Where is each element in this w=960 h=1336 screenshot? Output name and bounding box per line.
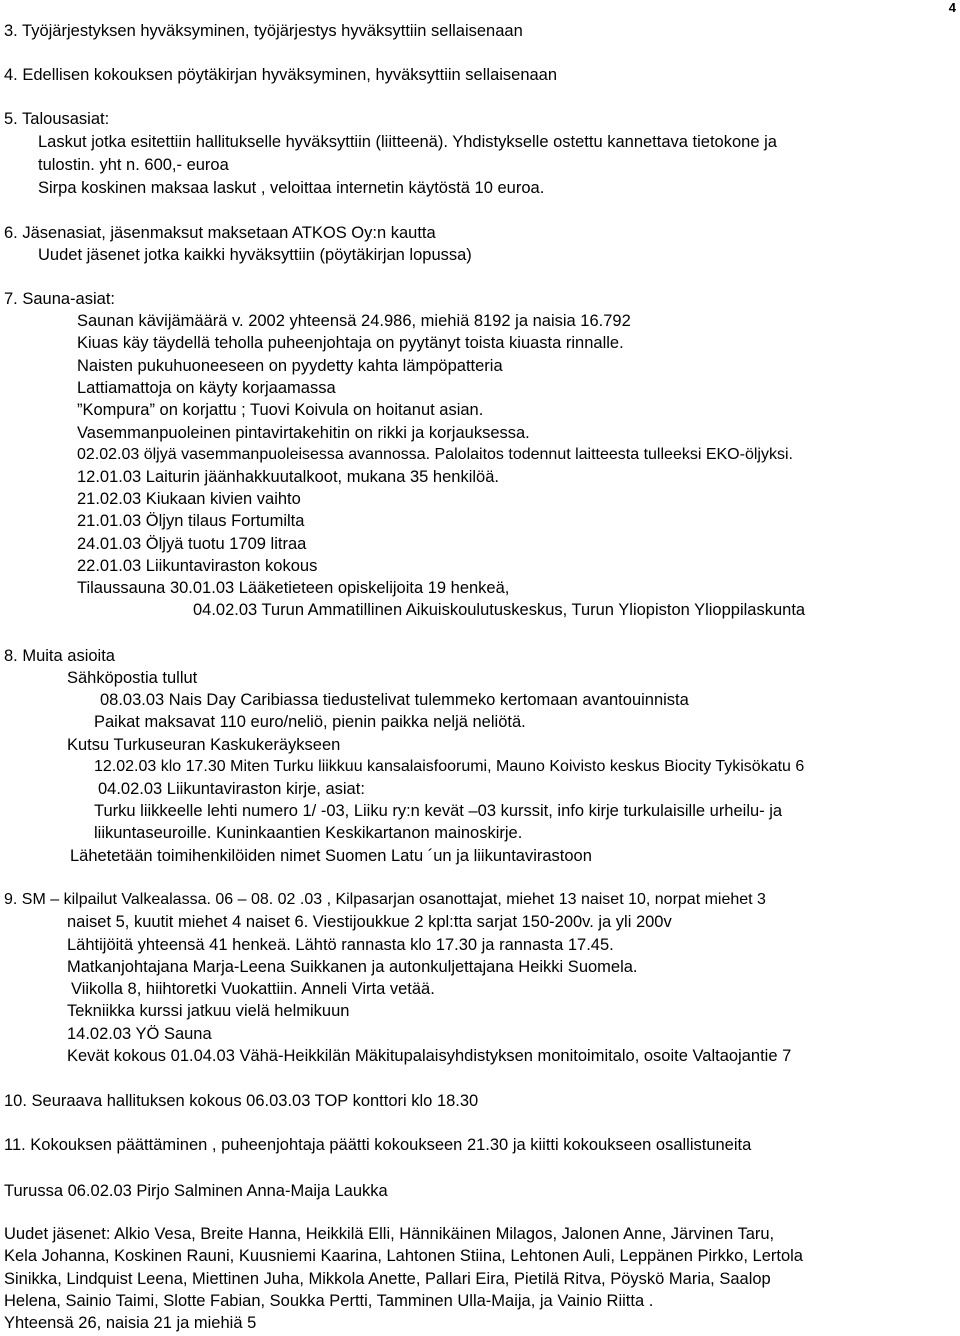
item-7-line: 12.01.03 Laiturin jäänhakkuutalkoot, mukana 35 henkilöä. [77, 468, 499, 486]
item-9-line: Lähtijöitä yhteensä 41 henkeä. Lähtö rannasta klo 17.30 ja rannasta 17.45. [67, 936, 614, 954]
page-number: 4 [948, 0, 956, 15]
item-6-heading: 6. Jäsenasiat, jäsenmaksut maksetaan ATKOS Oy:n kautta [4, 224, 436, 242]
item-7-line: 21.01.03 Öljyn tilaus Fortumilta [77, 512, 305, 530]
item-7-line: 02.02.03 öljyä vasemmanpuoleisessa avannossa. Palolaitos todennut laitteesta tulleeksi EKO-öljyksi. [77, 446, 793, 463]
item-9-line: Matkanjohtajana Marja-Leena Suikkanen ja autonkuljettajana Heikki Suomela. [67, 958, 638, 976]
members-line: Uudet jäsenet: Alkio Vesa, Breite Hanna, Heikkilä Elli, Hännikäinen Milagos, Jalonen Anne, Järvinen Taru, [4, 1225, 775, 1243]
item-7-line: 22.01.03 Liikuntaviraston kokous [77, 557, 318, 575]
members-line: Helena, Sainio Taimi, Slotte Fabian, Soukka Pertti, Tamminen Ulla-Maija, ja Vainio Riitta . [4, 1292, 654, 1310]
members-line: Sinikka, Lindquist Leena, Miettinen Juha, Mikkola Anette, Pallari Eira, Pietilä Ritva, Pöyskö Maria, Saalop [4, 1270, 771, 1288]
item-9-line: 14.02.03 YÖ Sauna [67, 1025, 212, 1043]
item-3: 3. Työjärjestyksen hyväksyminen, työjärjestys hyväksyttiin sellaisenaan [4, 22, 523, 40]
item-7-line: Vasemmanpuoleinen pintavirtakehitin on rikki ja korjauksessa. [77, 424, 530, 442]
item-11: 11. Kokouksen päättäminen , puheenjohtaja päätti kokoukseen 21.30 ja kiitti kokoukseen osallistuneita [4, 1136, 752, 1154]
item-9-line: Viikolla 8, hiihtoretki Vuokattiin. Anneli Virta vetää. [71, 980, 435, 998]
item-8-line: Paikat maksavat 110 euro/neliö, pienin paikka neljä neliötä. [94, 713, 526, 731]
item-5-line: Laskut jotka esitettiin hallitukselle hyväksyttiin (liitteenä). Yhdistykselle ostettu kannettava tietokone ja [38, 133, 777, 151]
item-5-heading: 5. Talousasiat: [4, 110, 110, 128]
item-7-line: Saunan kävijämäärä v. 2002 yhteensä 24.986, miehiä 8192 ja naisia 16.792 [77, 312, 631, 330]
members-line: Kela Johanna, Koskinen Rauni, Kuusniemi Kaarina, Lahtonen Stiina, Lehtonen Auli, Leppänen Pirkko, Lertola [4, 1247, 803, 1265]
item-7-heading: 7. Sauna-asiat: [4, 290, 115, 308]
item-8-line: Kutsu Turkuseuran Kaskukeräykseen [67, 736, 341, 754]
item-5-line: tulostin. yht n. 600,- euroa [38, 156, 229, 174]
item-6-line: Uudet jäsenet jotka kaikki hyväksyttiin (pöytäkirjan lopussa) [38, 246, 472, 264]
item-7-line: ”Kompura” on korjattu ; Tuovi Koivula on hoitanut asian. [77, 401, 484, 419]
item-5-line: Sirpa koskinen maksaa laskut , veloittaa internetin käytöstä 10 euroa. [38, 179, 545, 197]
item-8-line: Turku liikkeelle lehti numero 1/ -03, Liiku ry:n kevät –03 kurssit, info kirje turkulaisille urheilu- ja [94, 802, 783, 820]
signature-line: Turussa 06.02.03 Pirjo Salminen Anna-Maija Laukka [4, 1182, 388, 1200]
item-4: 4. Edellisen kokouksen pöytäkirjan hyväksyminen, hyväksyttiin sellaisenaan [4, 66, 558, 84]
item-7-line: 04.02.03 Turun Ammatillinen Aikuiskoulutuskeskus, Turun Yliopiston Ylioppilaskunta [193, 601, 806, 619]
item-9-heading: 9. SM – kilpailut Valkealassa. 06 – 08. 02 .03 , Kilpasarjan osanottajat, miehet 13 naiset 10, norpat miehet 3 [4, 891, 766, 908]
item-8-line: Sähköpostia tullut [67, 669, 198, 687]
item-7-line: Lattiamattoja on käyty korjaamassa [77, 379, 336, 397]
item-10: 10. Seuraava hallituksen kokous 06.03.03 TOP konttori klo 18.30 [4, 1092, 479, 1110]
item-8-line: Lähetetään toimihenkilöiden nimet Suomen Latu ´un ja liikuntavirastoon [70, 847, 592, 865]
item-8-line: liikuntaseuroille. Kuninkaantien Keskikartanon mainoskirje. [94, 824, 523, 842]
item-8-line: 04.02.03 Liikuntaviraston kirje, asiat: [98, 780, 365, 798]
item-8-line: 12.02.03 klo 17.30 Miten Turku liikkuu kansalaisfoorumi, Mauno Koivisto keskus Biocity Tykisökatu 6 [94, 758, 805, 775]
item-7-line: 21.02.03 Kiukaan kivien vaihto [77, 490, 301, 508]
item-9-line: Kevät kokous 01.04.03 Vähä-Heikkilän Mäkitupalaisyhdistyksen monitoimitalo, osoite Valtaojantie 7 [67, 1047, 792, 1065]
item-9-line: Tekniikka kurssi jatkuu vielä helmikuun [67, 1002, 350, 1020]
item-7-line: Kiuas käy täydellä teholla puheenjohtaja on pyytänyt toista kiuasta rinnalle. [77, 334, 624, 352]
item-7-line: Tilaussauna 30.01.03 Lääketieteen opiskelijoita 19 henkeä, [77, 579, 510, 597]
item-9-line: naiset 5, kuutit miehet 4 naiset 6. Viestijoukkue 2 kpl:tta sarjat 150-200v. ja yli 200v [67, 913, 672, 931]
item-8-heading: 8. Muita asioita [4, 647, 115, 665]
item-7-line: Naisten pukuhuoneeseen on pyydetty kahta lämpöpatteria [77, 357, 503, 375]
item-8-line: 08.03.03 Nais Day Caribiassa tiedustelivat tulemmeko kertomaan avantouinnista [100, 691, 689, 709]
item-7-line: 24.01.03 Öljyä tuotu 1709 litraa [77, 535, 307, 553]
members-total: Yhteensä 26, naisia 21 ja miehiä 5 [4, 1314, 257, 1332]
